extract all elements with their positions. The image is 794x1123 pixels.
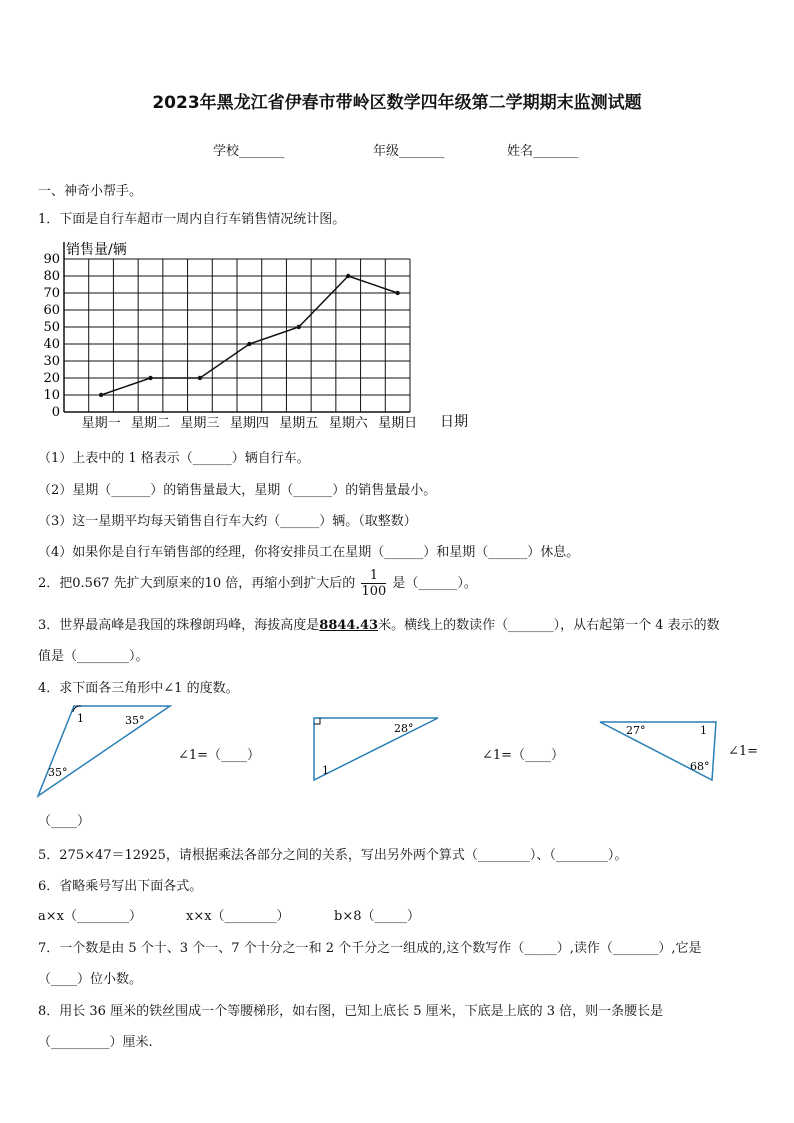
x-tick-label: 星期二 xyxy=(130,416,171,431)
triangle-2 xyxy=(310,714,444,784)
question-3-after: 米。横线上的数读作（_______），从右起第一个 4 表示的数 xyxy=(378,618,720,633)
y-tick-label: 10 xyxy=(43,388,60,403)
question-6-b: x×x（________） xyxy=(186,909,290,924)
triangle-3-angle-1: 1 xyxy=(700,724,707,737)
y-tick-label: 90 xyxy=(43,252,60,267)
triangle-3-angle-27: 27° xyxy=(626,724,646,737)
fraction-numerator: 1 xyxy=(361,568,386,584)
triangle-1-angle-bottom-left: 35° xyxy=(48,766,68,779)
answer-4-3: ∠1= xyxy=(728,744,759,759)
triangle-1-angle-1: 1 xyxy=(77,712,84,725)
y-tick-labels xyxy=(43,252,60,420)
y-tick-label: 60 xyxy=(43,303,60,318)
data-point-星期五 xyxy=(297,325,301,329)
y-tick-label: 80 xyxy=(43,269,60,284)
triangle-3 xyxy=(596,718,720,784)
question-4: 4．求下面各三角形中∠1 的度数。 xyxy=(38,681,239,696)
answer-4-3-cont: （____） xyxy=(38,814,91,829)
chart-grid xyxy=(64,242,410,412)
x-tick-label: 星期五 xyxy=(279,416,319,431)
y-tick-label: 70 xyxy=(43,286,60,301)
data-point-星期日 xyxy=(395,291,399,295)
data-point-星期一 xyxy=(99,393,103,397)
question-6: 6．省略乘号写出下面各式。 xyxy=(38,879,203,894)
data-point-星期六 xyxy=(346,274,350,278)
x-tick-labels xyxy=(82,416,418,431)
question-7-line2: （____）位小数。 xyxy=(38,972,143,987)
x-tick-label: 星期一 xyxy=(81,416,121,431)
triangle-2-angle-1: 1 xyxy=(322,764,329,777)
y-tick-label: 20 xyxy=(43,371,60,386)
question-1-3: （3）这一星期平均每天销售自行车大约（______）辆。（取整数） xyxy=(38,514,417,529)
y-axis-label: 销售量/辆 xyxy=(66,242,127,258)
name-field: 姓名_______ xyxy=(507,144,579,159)
page-title: 2023年黑龙江省伊春市带岭区数学四年级第二学期期末监测试题 xyxy=(152,93,642,113)
triangle-3-angle-68: 68° xyxy=(690,760,710,773)
y-tick-label: 50 xyxy=(43,320,60,335)
question-1: 1．下面是自行车超市一周内自行车销售情况统计图。 xyxy=(38,212,346,227)
question-6-c: b×8（_____） xyxy=(334,909,420,924)
question-2 xyxy=(38,568,477,599)
y-tick-label: 30 xyxy=(43,354,60,369)
question-3-line2: 值是（________）。 xyxy=(38,649,149,664)
x-tick-label: 星期四 xyxy=(229,416,269,431)
question-1-4: （4）如果你是自行车销售部的经理，你将安排员工在星期（______）和星期（______）休息。 xyxy=(38,545,580,560)
fraction xyxy=(361,568,386,599)
question-1-2: （2）星期（______）的销售量最大，星期（______）的销售量最小。 xyxy=(38,483,437,498)
sales-line-chart xyxy=(36,236,476,436)
underlined-number: 8844.43 xyxy=(319,618,379,633)
triangle-1 xyxy=(34,700,174,802)
question-8-line2: （_________）厘米. xyxy=(38,1035,153,1050)
x-tick-label: 星期六 xyxy=(328,416,368,431)
triangle-2-angle-28: 28° xyxy=(394,722,414,735)
school-field: 学校_______ xyxy=(213,144,285,159)
question-6-a: a×x（________） xyxy=(38,909,142,924)
question-2-after: 是（______）。 xyxy=(392,576,477,591)
answer-4-1: ∠1=（____） xyxy=(178,748,261,763)
question-7-line1: 7．一个数是由 5 个十、3 个一、7 个十分之一和 2 个千分之一组成的,这个数写作（_____）,读作（_______）,它是 xyxy=(38,941,702,956)
question-8-line1: 8．用长 36 厘米的铁丝围成一个等腰梯形，如右图，已知上底长 5 厘米，下底是上底的 3 倍，则一条腰长是 xyxy=(38,1004,664,1019)
data-point-星期三 xyxy=(198,376,202,380)
data-point-星期二 xyxy=(148,376,152,380)
y-tick-label: 40 xyxy=(43,337,60,352)
question-3-line1 xyxy=(38,614,720,633)
answer-4-2: ∠1=（____） xyxy=(482,748,565,763)
x-tick-label: 星期日 xyxy=(378,416,418,431)
question-5: 5．275×47＝12925，请根据乘法各部分之间的关系，写出另外两个算式（________）、（________）。 xyxy=(38,848,628,863)
data-points xyxy=(99,274,400,397)
x-tick-label: 星期三 xyxy=(180,416,220,431)
grade-field: 年级_______ xyxy=(373,144,445,159)
series-line xyxy=(101,276,398,395)
fraction-denominator: 100 xyxy=(361,584,387,599)
data-point-星期四 xyxy=(247,342,251,346)
question-2-before: 2．把0.567 先扩大到原来的10 倍，再缩小到扩大后的 xyxy=(38,576,356,591)
triangle-1-angle-top-right: 35° xyxy=(125,714,145,727)
question-3-before: 3．世界最高峰是我国的珠穆朗玛峰，海拔高度是 xyxy=(38,618,320,633)
x-axis-label: 日期 xyxy=(440,414,468,430)
y-tick-label: 0 xyxy=(51,405,60,420)
section-heading: 一、神奇小帮手。 xyxy=(38,184,143,199)
question-1-1: （1）上表中的 1 格表示（______）辆自行车。 xyxy=(38,451,310,466)
